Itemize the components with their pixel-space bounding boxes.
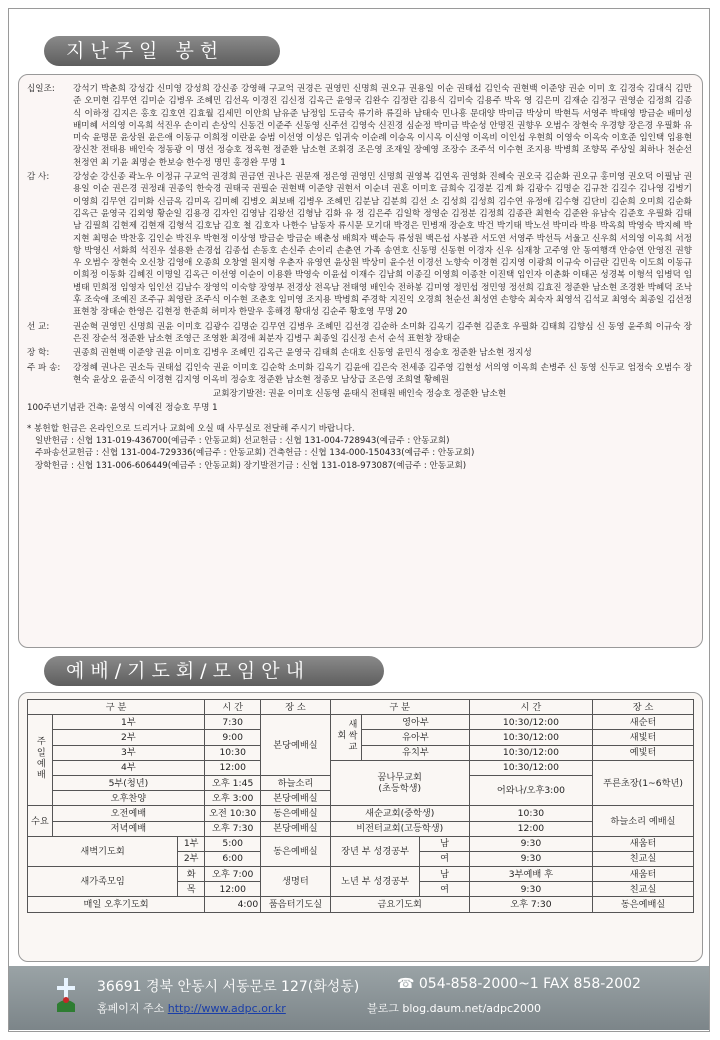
header-category: 구 분 [28,700,205,715]
offering-entry-label: 주 파 송: [27,362,61,373]
footer [9,966,709,1030]
offering-entry [27,347,692,359]
table-row: 수요 오전예배 오전 10:30 동은예배실 새순교회(중학생) 10:30 하늘소리 예배실 [28,806,694,821]
homepage-label: 홈페이지 주소 [97,1002,165,1015]
offering-entry [27,83,692,169]
offering-section-title: 지난주일 봉헌 [44,36,280,66]
table-row: 새벽기도회 1부 5:00 동은예배실 장년 부 성경공부 남 9:30 새움터 [28,836,694,851]
account-line: 장학헌금 : 신협 131-006-606449(예금주 : 안동교회) 장기발전기금 : 신협 131-018-973087(예금주 : 안동교회) [35,460,467,471]
church-address: 36691 경북 안동시 서동문로 127(화성동) [97,979,360,995]
header-place: 장 소 [593,700,694,715]
offering-entry-label: 장 학: [27,348,50,359]
offering-entry [27,321,692,346]
offering-note: * 봉헌할 헌금은 온라인으로 드리거나 교회에 오실 때 사무실로 전달해 주시기 바랍니다. [27,423,355,434]
saesak-label: 새싹교회 [330,715,361,761]
table-row: 목 12:00 여 9:30 친교실 [28,882,694,897]
account-line: 주파송선교헌금 : 신협 131-004-729336(예금주 : 안동교회) 건축헌금 : 신협 134-000-150433(예금주 : 안동교회) [35,448,475,459]
offering-entry-label: 십일조: [27,84,55,94]
offering-entry [27,362,692,387]
table-row: 2부 6:00 여 9:30 친교실 [28,851,694,866]
table-row: 오후찬양 오후 3:00 본당예배실 [28,791,694,806]
table-row: 새가족모임 화 오후 7:00 생명터 노년 부 성경공부 남 3부예배 후 새움터 [28,867,694,882]
church-phone: ☎ 054-858-2000~1 FAX 858-2002 [397,976,641,992]
header-category: 구 분 [330,700,469,715]
schedule-panel [18,692,703,962]
table-row: 매일 오후기도회 4:00 품음터기도실 금요기도회 오후 7:30 동은예배실 [28,897,694,912]
church-cross-logo-icon [55,978,77,1012]
header-time: 시 간 [205,700,261,715]
offering-entry-names: 강정혜 권나은 권소득 권태섭 김인숙 권윤 이미호 김순학 소미화 김옥기 김윤애 김은숙 전세종 김주영 김현성 서의영 이옥희 손병주 신 동영 신두교 엄정숙 오범수 장현숙 윤상오 윤준식 이경현 김지영 이옥비 정승호 정준환 남소현 정종모 남상급 조은영 조희열 황혜원 [73,362,692,385]
table-row: 4부 12:00 꿈나무교회 (초등학생) 10:30/12:00 푸른초장(1~6학년) [28,760,694,775]
homepage-line [97,1000,286,1016]
offering-entry-label: 감 사: [27,172,50,183]
table-row: 주일예배 1부 7:30 본당예배실 새싹교회 영아부 10:30/12:00 새순터 [28,715,694,730]
offering-entry-names: 강석기 박춘희 강성갑 신미영 강성희 강신종 강영해 구교억 권경은 권영민 신명희 권오규 권용일 이순 권태섭 김인숙 권현백 이준양 권순 이미 호 김경숙 김대식 김만준 오미현 김무연 김미순 김병우 조혜민 김선옥 이경진 김신정 김옥근 윤영국 김완수 김정란 김용식 김미숙 김용주 박옥 영 김은미 김재순 김정구 권영순 김정희 김종식 이하정 김지은 홍호 김호연 김효월 김세민 이안희 남유준 남정임 도금숙 류기하 류길하 남태숙 민나흥 문대양 박미금 박상미 박현득 서영주 박태영 방금순 배미성 배미혜 서의영 이옥희 석진우 손이리 손상익 신동건 이준주 신동영 신주선 김영숙 신진경 심순정 박미금 박순성 안명진 권향우 오범수 장현숙 우경향 장은경 우필화 유미숙 윤명문 윤상원 윤은애 이동규 이희정 이란윤 승범 이선영 이성은 임귀숙 이순례 이승옥 이시옥 이신영 이옥비 이인섭 우현희 이영숙 이옥숙 이호준 임인택 임용현 장신찬 전태용 배인숙 정동광 이 명선 정승호 정옥현 정준환 남소현 조휘경 조은영 조재일 장예영 조장수 조주석 이수현 조지용 박병희 조향목 주상일 최하나 천순선 천정연 최 기윤 최명순 한보승 한수정 명민 홍경완 무명 1 [73,84,692,168]
blog-address: 블로그 blog.daum.net/adpc2000 [367,1002,542,1015]
church-growth-line: 교회장기발전: 권윤 이미호 신동영 윤태식 전태원 배인숙 정승호 정준환 남소현 [212,389,507,400]
offering-entry-names: 강성순 강신종 곽노우 이정규 구교억 권경희 권금연 권나은 권문재 정은영 권영민 신명희 권영복 김연옥 권영화 진혜숙 권오국 김순화 권오규 홍미영 권오덕 이필남 권용일 이순 권은경 권정래 권종익 한숙경 권태국 권필순 권현백 이준양 권현서 이순녀 권혼 이미호 금희숙 김경분 김계 화 김광수 김명순 김규찬 김길수 김나영 김병기 이영희 김무연 김미화 신금옥 김미옥 김미혜 김병오 최보배 김병우 조혜민 김분남 김분희 김선 소 김성희 김성희 김수연 유정애 김수형 김단비 김순희 오미희 김순화 김옥근 윤영국 김외영 황순일 김용경 김자인 김영남 김왕선 김형남 김화 유 정 김은주 김일학 정영순 김정분 김정희 김종관 최현숙 김준완 유남숙 김준호 우필화 김태남 김필희 김현제 김현재 김형석 김호남 김호 철 김호자 나한수 남동자 류시문 모기대 박경은 민병재 장순호 박건 박기태 박노선 박미라 박용 박옥희 박영숙 박지혜 박지현 최명순 박찬홍 김인순 박진우 박현정 이상영 방금순 방금순 배춘성 배희자 백순득 류성원 백은섭 사봉관 서도연 서영주 박선득 서울고 신우희 서의영 이옥희 서정항 박영신 서화희 석진우 설용환 손경섭 김종섭 손동호 손신주 손이리 손춘연 가족 송연호 신동명 신동현 이경자 신우 심재창 고주영 안 동여행객 안승연 안영진 권향우 오범수 장현숙 오신창 김영애 오종희 오창열 원지형 우춘자 유영연 윤상원 박상미 윤수선 이경선 노향숙 이경현 김지영 이광희 이규숙 이금란 김민욱 이도희 이동규 이희정 이동화 김혜진 이명일 김옥근 이선영 이순이 이용환 박영숙 이윤섭 이재수 김남희 이종길 이영희 이종찬 이진택 임인자 이춘화 이태곤 성경복 이형석 임병덕 임병태 민희정 임영자 임인선 김남수 장영익 이숙향 장영부 전경상 전옥남 전태영 배인숙 전하봉 김미영 정민섭 정민영 정선희 김효진 정준환 남소현 조경환 박혜덕 조낙후 조숙애 조예진 조주규 최영란 조주식 이수현 조춘호 임미영 조지용 박병희 주경학 지진익 오경희 천순선 최성연 손향숙 최숙자 최영석 김석교 최영숙 최종일 김선정 표현창 장태순 한영은 김현정 한준희 허미자 한말우 홍해경 황대성 김순주 황호영 무명 20 [73,172,692,318]
table-row: 저녁예배 오후 7:30 본당예배실 비전터교회(고등학생) 12:00 [28,821,694,836]
offering-entry-label: 선 교: [27,321,50,332]
sunday-group-label: 주일예배 [28,715,53,806]
table-row: 2부 9:00 유아부 10:30/12:00 새빛터 [28,730,694,745]
offering-entries [27,83,692,386]
table-header-row [28,700,694,715]
schedule-table [27,699,694,913]
header-time: 시 간 [469,700,592,715]
table-row: 3부 10:30 유치부 10:30/12:00 예빛터 [28,745,694,760]
account-line: 일반헌금 : 신협 131-019-436700(예금주 : 안동교회) 선교헌금 : 신협 131-004-728943(예금주 : 안동교회) [35,436,450,447]
offering-entry-names: 권종희 권현백 이준양 권윤 이미호 김병우 조혜민 김옥근 윤영국 김태희 손대호 신동영 윤민식 정승호 정준환 남소현 정지성 [73,348,532,359]
schedule-section-title: 예배/기도회/모임안내 [44,656,384,686]
offering-entry-names: 권순혁 권영민 신명희 권윤 이미호 김광수 김명순 김무연 김병우 조혜민 김선경 김순하 소미화 김옥기 김주현 김준호 우필화 김태희 김향심 신 동영 윤주희 이규숙 장은진 장순석 정준환 남소현 조영근 조영환 최경애 최분자 김병구 최종일 김신정 손서 순석 표현창 장태순 [73,321,692,344]
centennial-line: 100주년기념관 건축: 윤영식 이예진 정승호 무명 1 [27,403,218,414]
offering-panel [18,74,703,648]
table-row: 5부(청년) 오후 1:45 하늘소리 어와나/오후3:00 [28,775,694,790]
homepage-link[interactable]: http://www.adpc.or.kr [167,1002,286,1015]
header-place: 장 소 [261,700,331,715]
offering-entry [27,171,692,319]
